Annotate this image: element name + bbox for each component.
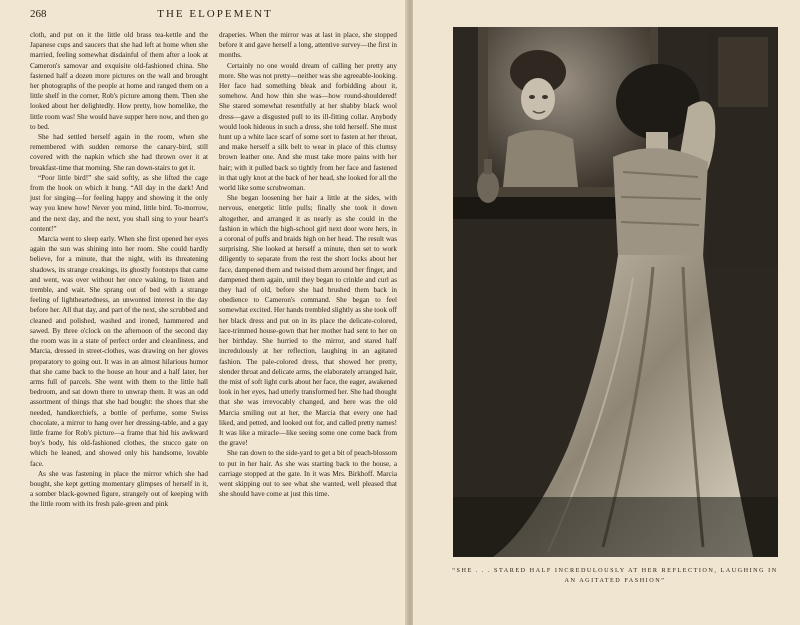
paragraph: Marcia went to sleep early. When she first opened her eyes again the sun was shining into her room. She could hardly believe, for a minute, that the night, with its threatening shadows, its strange creakings, its ghostly footsteps that came and went, was over without her once waking, to listen and tremble, and wait. She sprang out of bed with a strange feeling of lightheartedness, an unwonted interest in the day before her. All that day, and part of the next, she scrubbed and cleaned and polished, washed and ironed, hammered and sawed. By three o'clock on the afternoon of the second day the room was in a state of perfect order and cleanliness, and Marcia, dressed in street-clothes, was drawing on her gloves preparatory to going out. It was in an almost hilarious humor that she came back to the house an hour and a half later, her arms full of parcels. She went with them to the little hall bedroom, and sat down there to unwrap them. It was an odd assortment of things that she had bought: the shoes that she needed, handkerchiefs, a bottle of perfume, some Swiss chocolate, a mirror to hang over her dressing-table, and a gay little frame for Rob's picture—a frame that hid his awkward boy's body, his old-fashioned clothes, the stucco gate on which he leaned, and showed only his handsome, lovable face. bbox=[30, 235, 208, 468]
text-column-left bbox=[30, 30, 208, 510]
paragraph: “Poor little bird!” she said softly, as she lifted the cage from the hook on which it hung. “All day in the dark! And just for singing—for feeling happy and showing it the only way you knew how! Never you mind, little bird. To-morrow, and the next day, and the next, you shall sing to your heart's content!” bbox=[30, 173, 208, 233]
running-head bbox=[30, 8, 400, 24]
paragraph: She began loosening her hair a little at the sides, with nervous, energetic little pulls; finally she took it down altogether, and arranged it as nearly as she could in the fashion in which the high-school girl next door wore hers, in a coronal of puffs and braids high on her head. The result was surprising. She looked at herself a minute, then set to work diligently to separate from the rest the short locks about her face, dampened them and twisted them around her finger, and dampened them again, until they began to crinkle and curl as they had of old, before she had brushed them back in obedience to Cameron's command. She began to feel somewhat excited. Her hands trembled slightly as she took off her black dress and put on in its place the delicate-colored, lace-trimmed house-gown that her mother had sent to her on her birthday. She hurried to the mirror, and stared half incredulously at her reflection, laughing in an agitated fashion. The pale-colored dress, that showed her pretty, slender throat and delicate arms, the elaborately arranged hair, the mist of soft light curls about her face, the eager, awakened look in her eyes, had utterly transformed her. She had thought that she was irrevocably changed, and here was the old Marcia smiling out at her, the Marcia that every one had liked, and petted, and looked out for, and called pretty names! It was like a miracle—like seeing some one come back from the grave! bbox=[219, 194, 397, 448]
running-title: THE ELOPEMENT bbox=[157, 8, 273, 20]
paragraph: draperies. When the mirror was at last in place, she stopped before it and gave herself a long, attentive survey—the first in months. bbox=[219, 31, 397, 60]
paragraph: cloth, and put on it the little old brass tea-kettle and the Japanese cups and saucers that she had left at home when she married, feeling somewhat disdainful of them after a look at Cameron's samovar and exquisite old-fashioned china. She fastened half a dozen more pictures on the wall and brought her photographs of the people at home and ranged them on a little shelf in the corner, Rob's picture among them. Then she looked about her delightedly. How pretty, how homelike, the little room was! She would have supper here now, and then go to bed. bbox=[30, 31, 209, 131]
illustration-plate bbox=[453, 27, 778, 557]
page-number: 268 bbox=[30, 8, 47, 20]
paragraph: As she was fastening in place the mirror which she had bought, she kept getting momentary glimpses of herself in it, a somber black-gowned figure, strangely out of keeping with the little room with its fresh pale-green and pink bbox=[30, 469, 208, 509]
text-column-right bbox=[219, 30, 397, 499]
paragraph: She had settled herself again in the room, when she remembered with sudden remorse the canary-bird, still covered with the napkin which she had thrown over it at breakfast-time that morning. She ran down-stairs to get it. bbox=[30, 133, 208, 172]
illustration-woman-at-mirror bbox=[453, 27, 778, 557]
paragraph: She ran down to the side-yard to get a bit of peach-blossom to put in her hair. As she was starting back to the house, a carriage stopped at the gate. In it was Mrs. Birkhoff. Marcia went skipping out to see what she wanted, well pleased that she should have come at just this time. bbox=[219, 449, 397, 499]
illustration-caption: “SHE . . . STARED HALF INCREDULOUSLY AT HER REFLECTION, LAUGHING IN AN AGITATED FASHION” bbox=[452, 567, 778, 584]
paragraph: Certainly no one would dream of calling her pretty any more. She was not pretty—neither was she agreeable-looking. Her face had something bleak and forbidding about it, somehow. And how thin she was—how round-shouldered! She stared somewhat resentfully at her shabby black wool dress—gave a disgusted pull to its ill-fitting collar. Anybody would look hideous in such a dress, she told herself. She must hunt up a white lace scarf of some sort to fasten at her throat, and make herself a silk belt to wear in place of this clumsy brown leather one. And she must take more pains with her hair; with it pulled back so tightly from her face and fastened in that ugly knot at the back of her head, she looked for all the world like some scrubwoman. bbox=[219, 61, 397, 193]
